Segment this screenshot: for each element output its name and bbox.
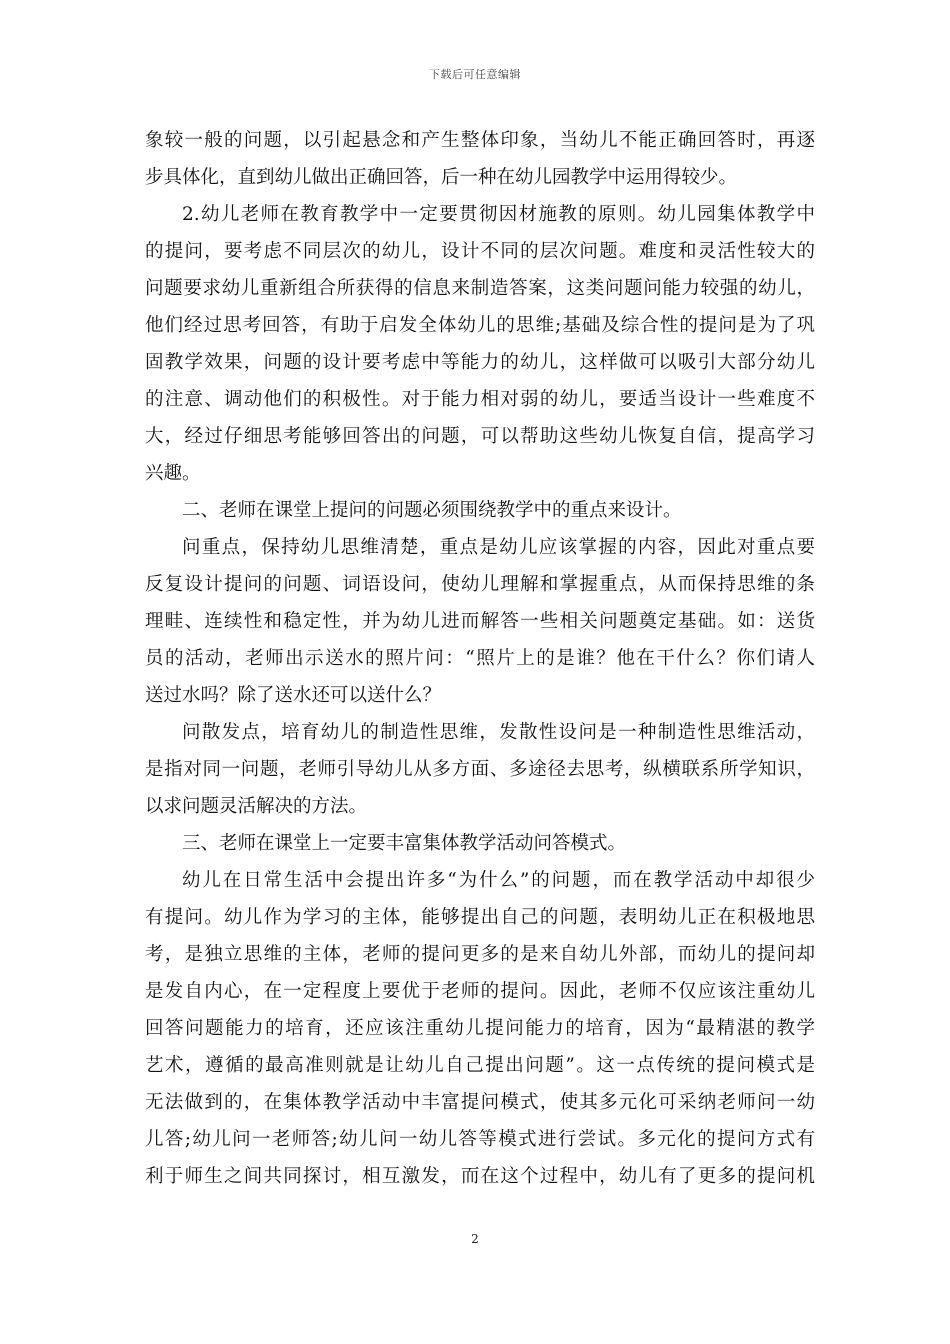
text-line: 兴趣。: [145, 463, 201, 484]
text-line: 是发自内心，在一定程度上要优于老师的提问。因此，老师不仅应该注重幼儿: [145, 981, 815, 1002]
section-heading: 三、老师在课堂上一定要丰富集体教学活动问答模式。: [182, 833, 627, 854]
page-header: 下载后可任意编辑: [429, 68, 521, 81]
text-line: 员的活动，老师出示送水的照片问：“照片上的是谁？他在干什么？你们请人: [145, 648, 815, 669]
page-number: 2: [471, 1232, 479, 1246]
text-line: 利于师生之间共同探讨，相互激发，而在这个过程中，幼儿有了更多的提问机: [145, 1166, 815, 1187]
text-line: 步具体化，直到幼儿做出正确回答，后一种在幼儿园教学中运用得较少。: [145, 167, 738, 188]
text-line: 考，是独立思维的主体，老师的提问更多的是来自幼儿外部，而幼儿的提问却: [145, 944, 815, 965]
text-line: 大，经过仔细思考能够回答出的问题，可以帮助这些幼儿恢复自信，提高学习: [145, 426, 815, 447]
text-line: 问散发点，培育幼儿的制造性思维，发散性设问是一种制造性思维活动，: [182, 722, 815, 743]
text-line: 问题要求幼儿重新组合所获得的信息来制造答案，这类问题问能力较强的幼儿，: [145, 278, 815, 299]
text-line: 有提问。幼儿作为学习的主体，能够提出自己的问题，表明幼儿正在积极地思: [145, 907, 815, 928]
text-line: 幼儿在日常生活中会提出许多“为什么”的问题，而在教学活动中却很少: [182, 870, 815, 891]
text-line: 送过水吗？除了送水还可以送什么？: [145, 685, 442, 706]
text-line: 艺术，遵循的最高准则就是让幼儿自己提出问题”。这一点传统的提问模式是: [145, 1055, 815, 1076]
text-line: 反复设计提问的问题、词语设问，使幼儿理解和掌握重点，从而保持思维的条: [145, 574, 815, 595]
text-line: 象较一般的问题，以引起悬念和产生整体印象，当幼儿不能正确回答时，再逐: [145, 130, 815, 151]
text-line: 固教学效果，问题的设计要考虑中等能力的幼儿，这样做可以吸引大部分幼儿: [145, 352, 815, 373]
text-line: 的注意、调动他们的积极性。对于能力相对弱的幼儿，要适当设计一些难度不: [145, 389, 815, 410]
text-line: 无法做到的，在集体教学活动中丰富提问模式，使其多元化可采纳老师问一幼: [145, 1092, 815, 1113]
text-line: 以求问题灵活解决的方法。: [145, 796, 368, 817]
document-body: [145, 122, 815, 1195]
text-line: 儿答;幼儿问一老师答;幼儿问一幼儿答等模式进行尝试。多元化的提问方式有: [145, 1129, 815, 1150]
text-line: 的提问，要考虑不同层次的幼儿，设计不同的层次问题。难度和灵活性较大的: [145, 241, 815, 262]
text-line: 理畦、连续性和稳定性，并为幼儿进而解答一些相关问题奠定基础。如：送货: [145, 611, 815, 632]
section-heading: 二、老师在课堂上提问的问题必须围绕教学中的重点来设计。: [182, 500, 682, 521]
text-line: 他们经过思考回答，有助于启发全体幼儿的思维;基础及综合性的提问是为了巩: [145, 315, 815, 336]
text-line: 回答问题能力的培育，还应该注重幼儿提问能力的培育，因为“最精湛的教学: [145, 1018, 815, 1039]
text-line: 问重点，保持幼儿思维清楚，重点是幼儿应该掌握的内容，因此对重点要: [182, 537, 815, 558]
text-line: 2.幼儿老师在教育教学中一定要贯彻因材施教的原则。幼儿园集体教学中: [182, 204, 815, 225]
text-line: 是指对同一问题，老师引导幼儿从多方面、多途径去思考，纵横联系所学知识，: [145, 759, 815, 780]
